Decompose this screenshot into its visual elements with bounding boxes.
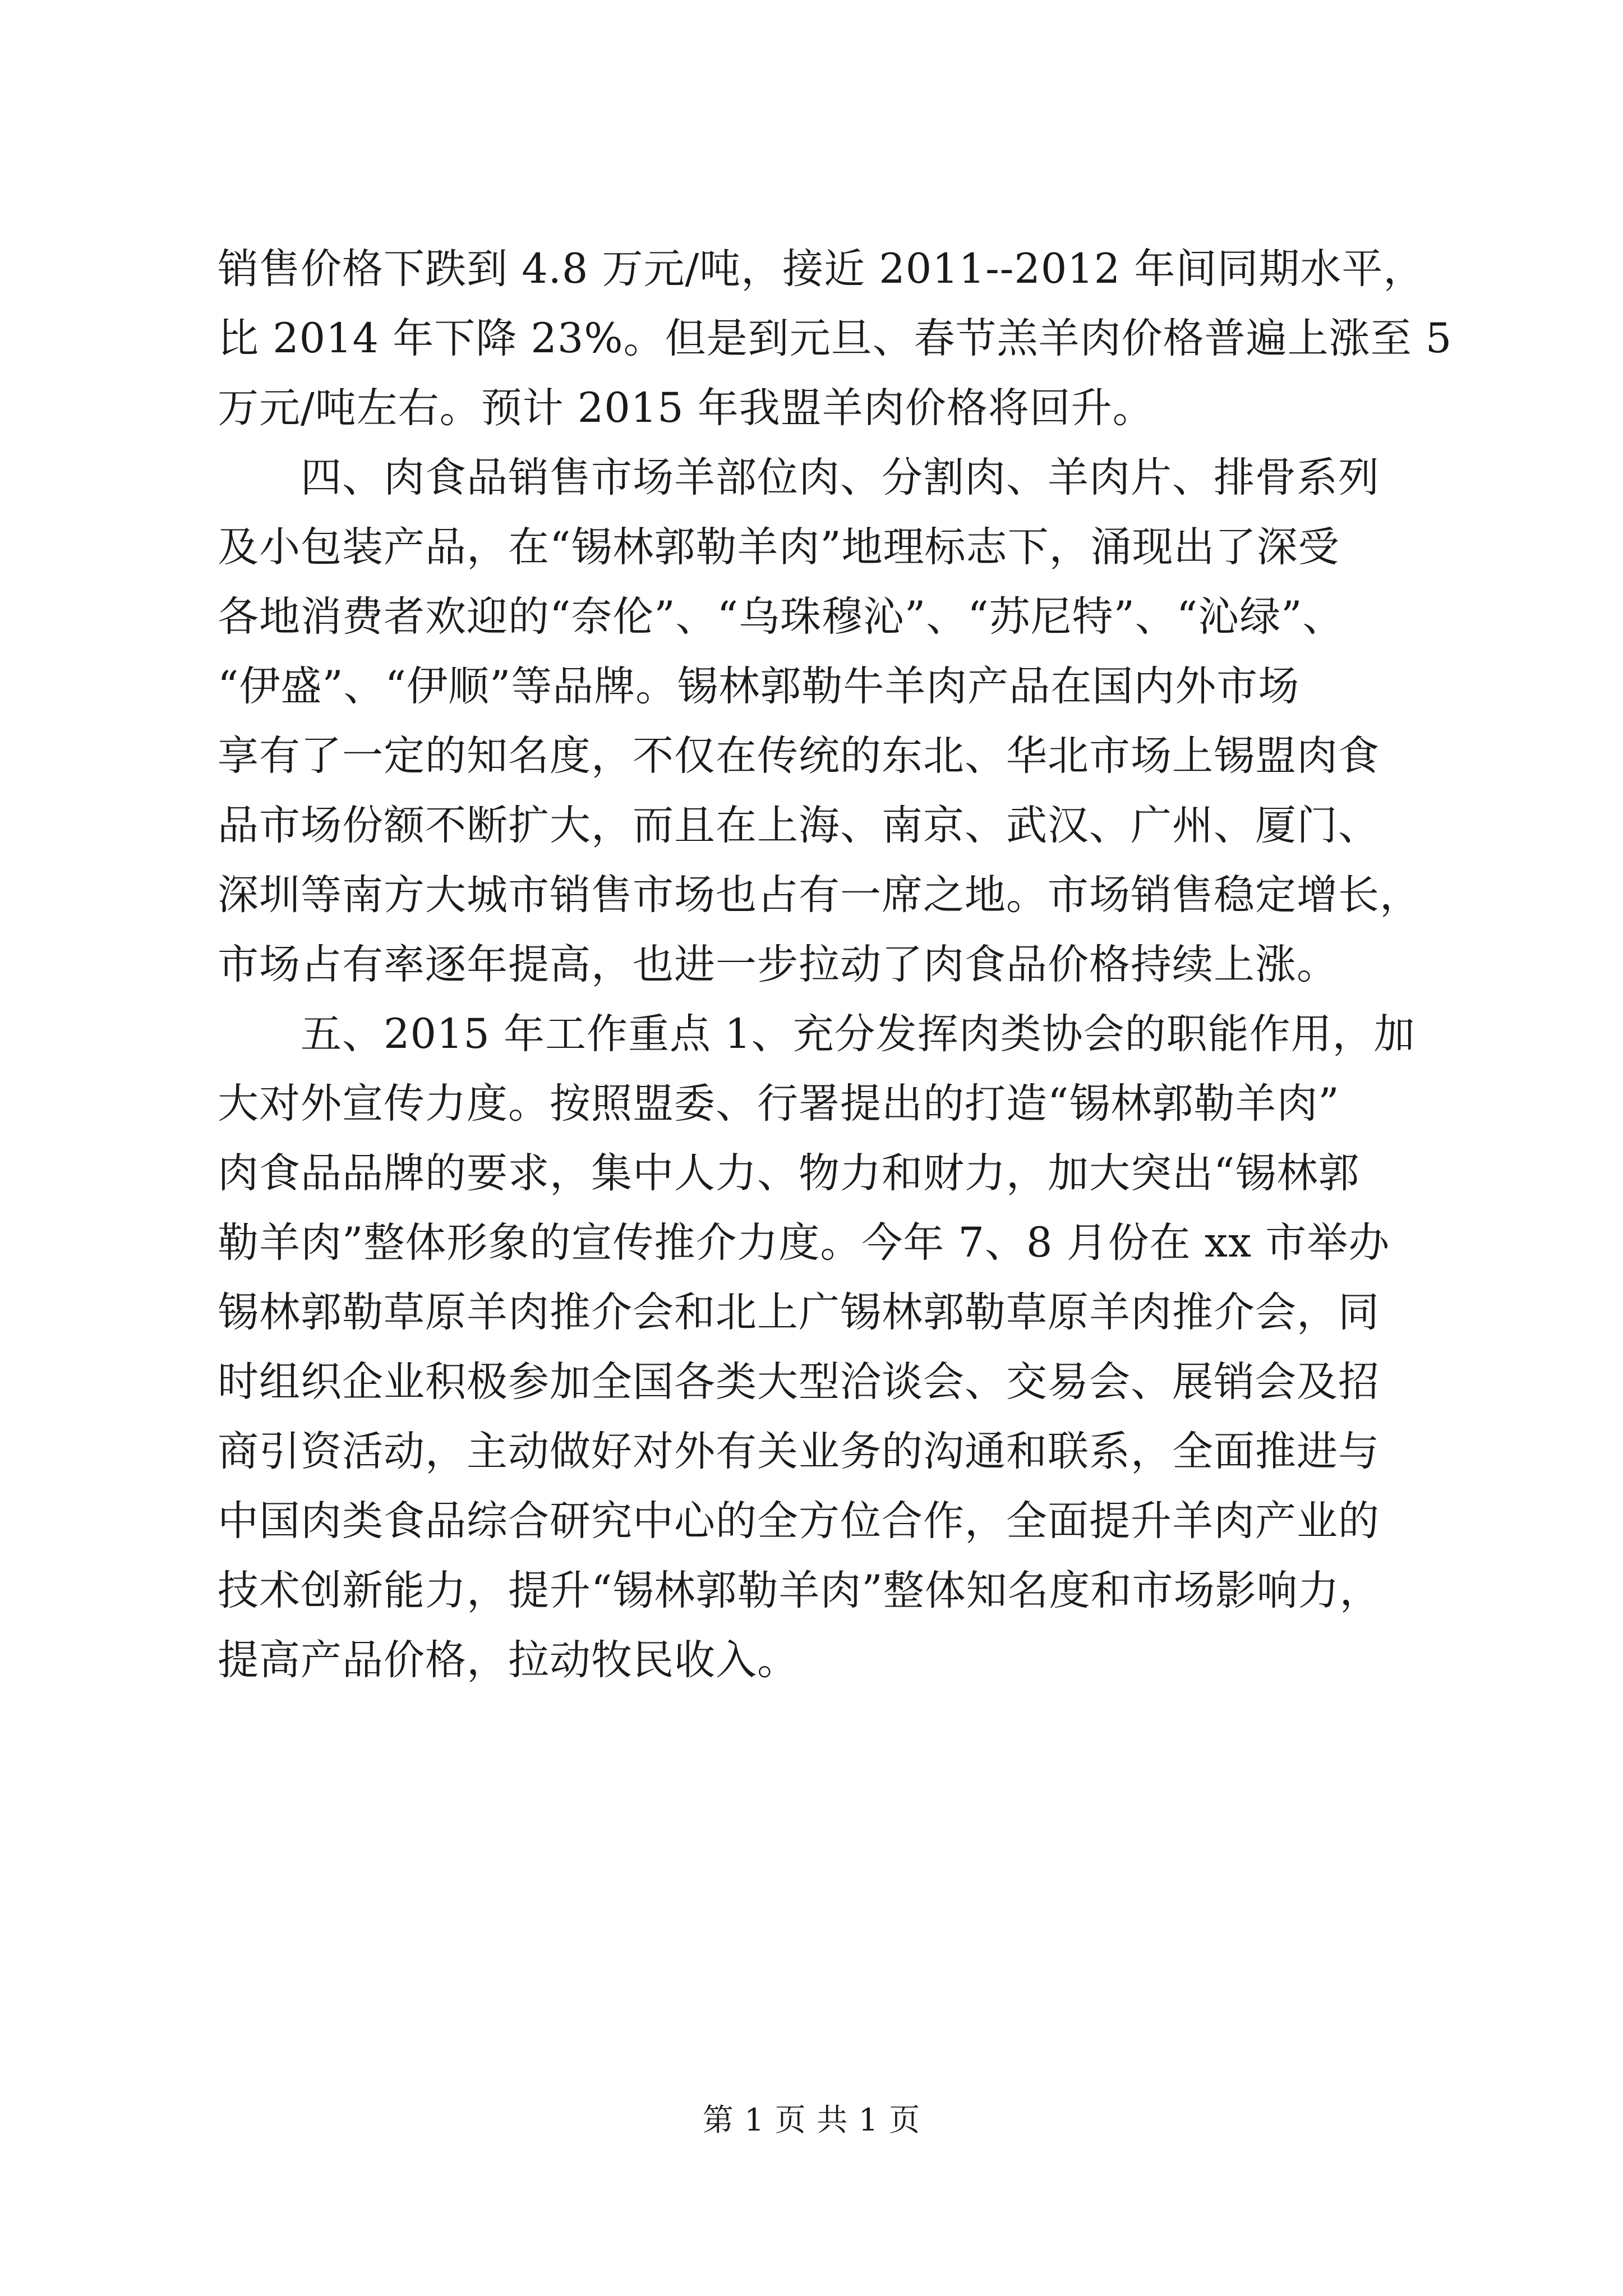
text-line: 销售价格下跌到 4.8 万元/吨，接近 2011--2012 年间同期水平， xyxy=(218,245,1425,293)
text-line: 技术创新能力，提升“锡林郭勒羊肉”整体知名度和市场影响力， xyxy=(218,1567,1381,1614)
text-line: 中国肉类食品综合研究中心的全方位合作，全面提升羊肉产业的 xyxy=(218,1497,1380,1545)
text-line: 深圳等南方大城市销售市场也占有一席之地。市场销售稳定增长， xyxy=(218,871,1421,919)
text-line: 市场占有率逐年提高，也进一步拉动了肉食品价格持续上涨。 xyxy=(218,941,1338,988)
page-footer: 第 1 页 共 1 页 xyxy=(702,2102,921,2138)
text-line: 勒羊肉”整体形象的宣传推介力度。今年 7、8 月份在 xx 市举办 xyxy=(218,1219,1390,1267)
body-text xyxy=(218,234,1468,1695)
text-line: 比 2014 年下降 23%。但是到元旦、春节羔羊肉价格普遍上涨至 5 xyxy=(218,315,1453,362)
text-line: 肉食品品牌的要求，集中人力、物力和财力，加大突出“锡林郭 xyxy=(218,1149,1360,1197)
text-line: 锡林郭勒草原羊肉推介会和北上广锡林郭勒草原羊肉推介会，同 xyxy=(218,1289,1380,1336)
text-line: 享有了一定的知名度，不仅在传统的东北、华北市场上锡盟肉食 xyxy=(218,732,1380,780)
text-line: 提高产品价格，拉动牧民收入。 xyxy=(218,1636,799,1684)
text-line: 品市场份额不断扩大，而且在上海、南京、武汉、广州、厦门、 xyxy=(218,802,1380,849)
text-line: 四、肉食品销售市场羊部位肉、分割肉、羊肉片、排骨系列 xyxy=(218,454,1380,501)
text-line: “伊盛”、“伊顺”等品牌。锡林郭勒牛羊肉产品在国内外市场 xyxy=(218,662,1300,710)
text-line: 五、2015 年工作重点 1、充分发挥肉类协会的职能作用，加 xyxy=(218,1010,1415,1058)
text-line: 商引资活动，主动做好对外有关业务的沟通和联系，全面推进与 xyxy=(218,1428,1380,1475)
text-line: 大对外宣传力度。按照盟委、行署提出的打造“锡林郭勒羊肉” xyxy=(218,1080,1340,1128)
text-line: 万元/吨左右。预计 2015 年我盟羊肉价格将回升。 xyxy=(218,384,1154,432)
text-line: 各地消费者欢迎的“奈伦”、“乌珠穆沁”、“苏尼特”、“沁绿”、 xyxy=(218,593,1344,641)
text-line: 时组织企业积极参加全国各类大型洽谈会、交易会、展销会及招 xyxy=(218,1358,1380,1406)
text-line: 及小包装产品，在“锡林郭勒羊肉”地理标志下，涌现出了深受 xyxy=(218,523,1340,571)
